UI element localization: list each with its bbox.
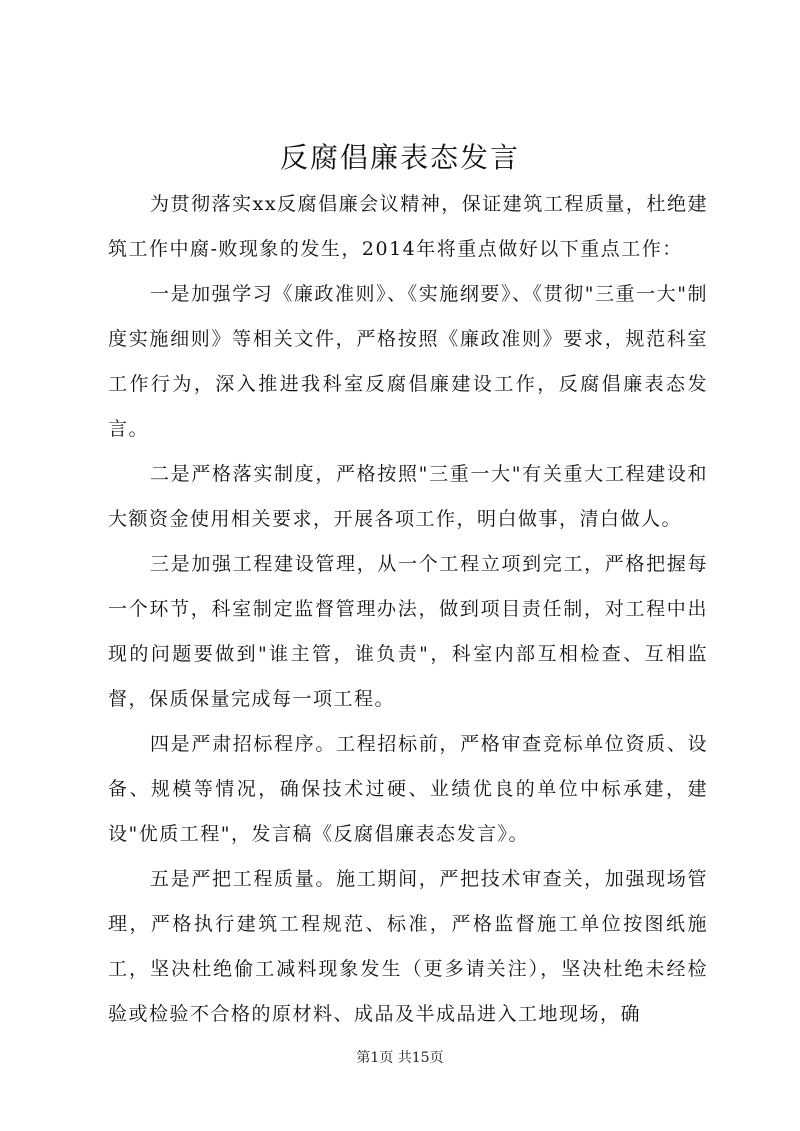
paragraph-intro: 为贯彻落实xx反腐倡廉会议精神，保证建筑工程质量，杜绝建筑工作中腐-败现象的发生，2014年将重点做好以下重点工作： [108,193,708,260]
paragraph-item-3: 三是加强工程建设管理，从一个工程立项到完工，严格把握每一个环节，科室制定监督管理办法，做到项目责任制，对工程中出现的问题要做到"谁主管，谁负责"，科室内部互相检查、互相监督，保质保量完成每一项工程。 [108,553,708,710]
paragraph-item-4: 四是严肃招标程序。工程招标前，严格审查竞标单位资质、设备、规模等情况，确保技术过硬、业绩优良的单位中标承建，建设"优质工程"，发言稿《反腐倡廉表态发言》。 [108,733,708,845]
page-number-footer: 第1页 共15页 [356,1050,444,1066]
paragraph-item-1: 一是加强学习《廉政准则》、《实施纲要》、《贯彻"三重一大"制度实施细则》等相关文件，严格按照《廉政准则》要求，规范科室工作行为，深入推进我科室反腐倡廉建设工作，反腐倡廉表态发言。 [108,283,708,440]
page-title: 反腐倡廉表态发言 [279,141,520,174]
document-body [108,182,708,1037]
paragraph-item-5: 五是严把工程质量。施工期间，严把技术审查关，加强现场管理，严格执行建筑工程规范、标准，严格监督施工单位按图纸施工，坚决杜绝偷工减料现象发生（更多请关注），坚决杜绝未经检验或检验不合格的原材料、成品及半成品进入工地现场，确 [108,868,708,1025]
paragraph-item-2: 二是严格落实制度，严格按照"三重一大"有关重大工程建设和大额资金使用相关要求，开展各项工作，明白做事，清白做人。 [108,463,708,530]
